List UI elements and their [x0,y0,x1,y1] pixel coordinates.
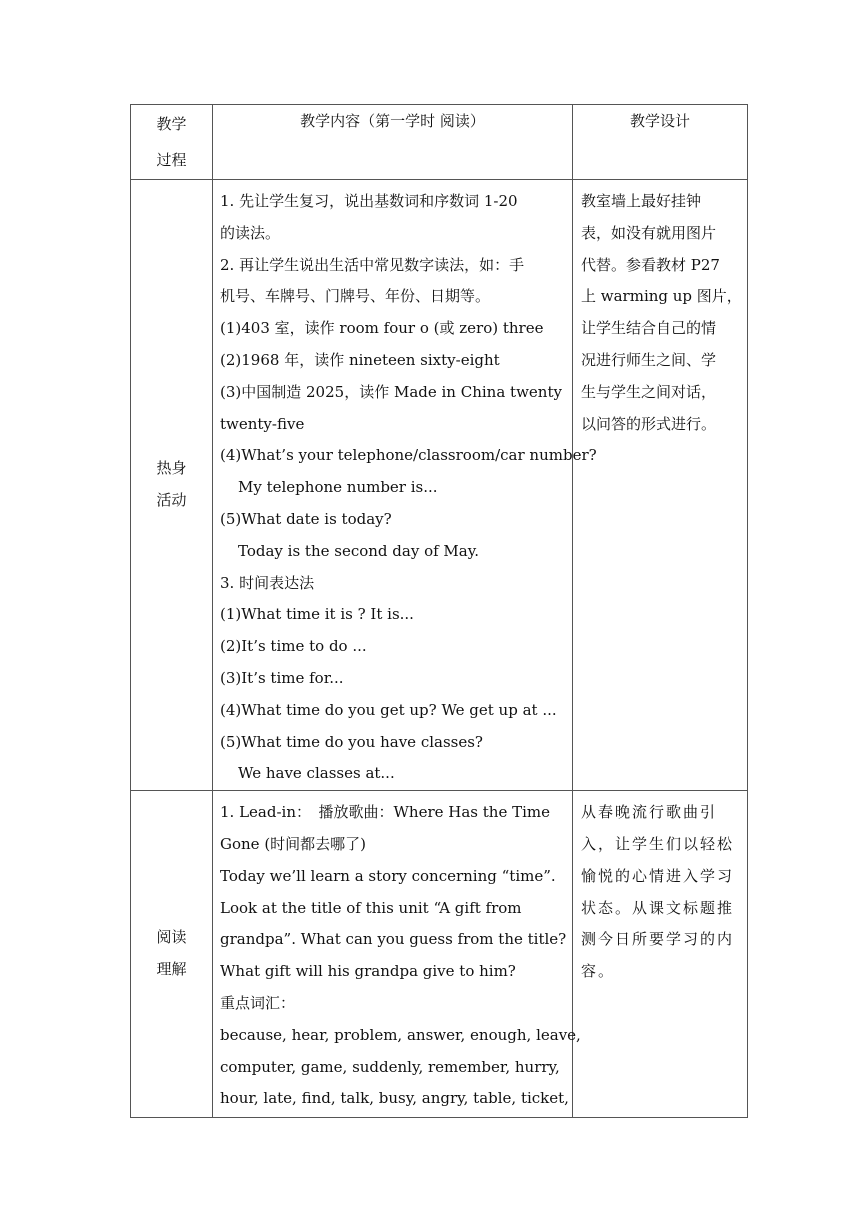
design-line: 况进行师生之间、学 [581,350,717,369]
design-line: 测今日所要学习的内 [581,930,735,949]
warmup-stage-line1: 热身 [156,459,187,478]
reading-stage-cell [131,791,213,1118]
content-line: We have classes at... [238,764,395,783]
content-line: Look at the title of this unit “A gift from [220,898,522,917]
design-line: 状态。从课文标题推 [581,898,735,917]
content-line: 3. 时间表达法 [220,573,315,592]
lesson-plan-table [130,104,748,1118]
content-line: 2. 再让学生说出生活中常见数字读法，如：手 [220,255,525,274]
content-line: Gone (时间都去哪了) [220,834,367,853]
design-line: 愉悦的心情进入学习 [581,866,735,885]
header-design-cell: 教学设计 [573,105,748,180]
content-line: (1)What time it is ? It is... [220,605,414,624]
content-line: (4)What’s your telephone/classroom/car number? [220,446,597,465]
content-line: (5)What date is today? [220,509,392,528]
content-line: (2)It’s time to do ... [220,637,367,656]
content-line: 1. Lead-in： 播放歌曲：Where Has the Time [220,803,550,822]
design-line: 生与学生之间对话， [581,382,717,401]
content-line: twenty-five [220,414,305,433]
content-line: hour, late, find, talk, busy, angry, table, ticket, [220,1089,569,1108]
design-line: 从春晚流行歌曲引 [581,803,718,822]
content-line: (2)1968 年，读作 nineteen sixty-eight [220,350,500,369]
content-line: 1. 先让学生复习，说出基数词和序数词 1-20 [220,192,518,210]
design-line: 入，让学生们以轻松 [581,834,735,853]
content-line: Today we’ll learn a story concerning “time”. [220,866,556,885]
design-line: 容。 [581,962,616,981]
design-line: 上 warming up 图片， [581,287,742,306]
design-line: 让学生结合自己的情 [581,319,717,338]
content-line: 机号、车牌号、门牌号、年份、日期等。 [220,287,491,306]
reading-stage-line1: 阅读 [156,928,187,947]
content-line: 的读法。 [220,223,281,242]
warmup-stage-line2: 活动 [156,491,187,510]
reading-content-cell [213,791,581,1118]
reading-design-cell [573,791,748,1118]
design-line: 教室墙上最好挂钟 [581,192,702,210]
content-line: (3)It’s time for... [220,668,344,687]
reading-row [131,791,748,1118]
content-line: (1)403 室，读作 room four o (或 zero) three [220,319,544,338]
design-line: 表，如没有就用图片 [581,223,717,242]
warmup-design-cell [573,180,748,791]
warmup-content-cell [213,180,597,791]
warmup-stage-cell [131,180,213,791]
header-stage-cell [131,105,213,180]
content-line: What gift will his grandpa give to him? [220,962,516,981]
content-line: Today is the second day of May. [238,541,479,560]
content-line: (4)What time do you get up? We get up at ... [220,700,557,719]
content-line: because, hear, problem, answer, enough, leave, [220,1025,581,1044]
header-row [131,105,748,180]
header-content-cell: 教学内容（第一学时 阅读） [213,105,573,180]
content-line: grandpa”. What can you guess from the title? [220,930,567,949]
content-line: (3)中国制造 2025，读作 Made in China twenty [220,382,562,401]
content-line: My telephone number is... [238,478,438,497]
reading-stage-line2: 理解 [156,960,187,979]
warmup-row [131,180,748,791]
content-line: (5)What time do you have classes? [220,732,483,751]
design-line: 代替。参看教材 P27 [581,255,720,274]
content-line: 重点词汇： [220,993,296,1012]
content-line: computer, game, suddenly, remember, hurry, [220,1057,560,1076]
header-stage-line2: 过程 [156,151,187,169]
design-line: 以问答的形式进行。 [581,414,717,433]
header-stage-line1: 教学 [156,115,187,133]
